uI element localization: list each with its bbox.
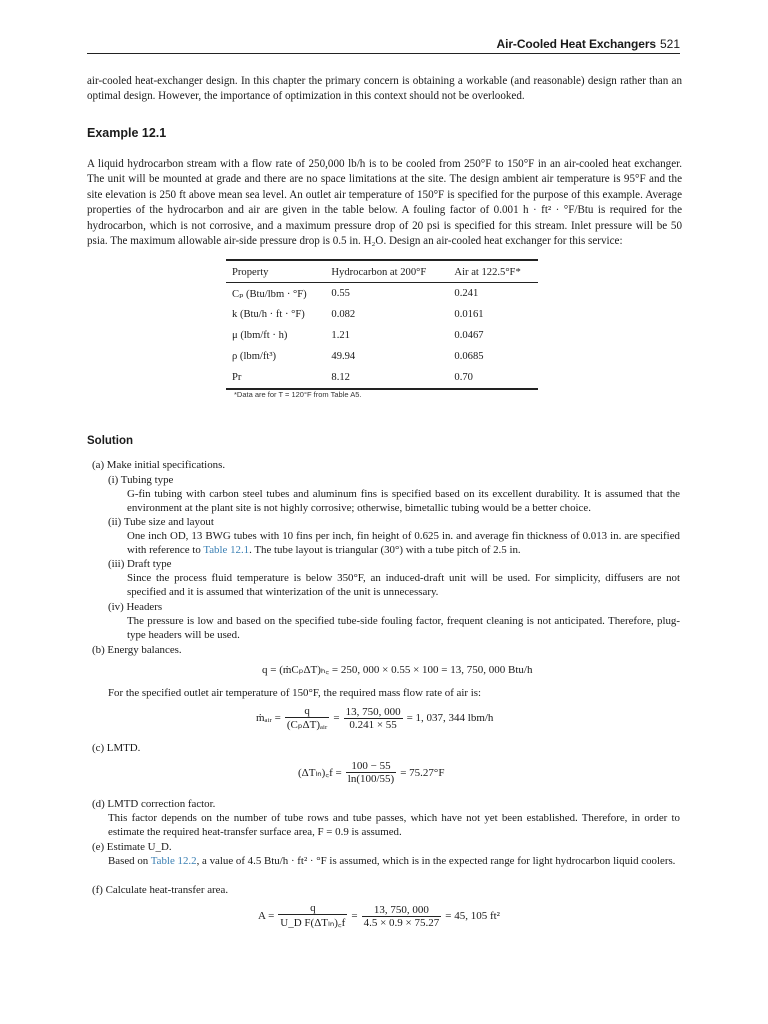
- step-a-iv: (iv) Headers: [108, 601, 163, 613]
- properties-table: [226, 259, 538, 390]
- table-row: [226, 367, 538, 389]
- intro-paragraph: air-cooled heat-exchanger design. In this chapter the primary concern is obtaining a workable (and reasonable) design rather than an optimal design. However, the importance of optimization in this context should not be overlooked.: [87, 75, 682, 103]
- step-a-ii-text-part2: . The tube layout is triangular (30°) with a tube pitch of 2.5 in.: [249, 544, 521, 556]
- mass-flow-equation: [256, 705, 493, 731]
- step-a-ii-text: [127, 529, 680, 557]
- table-cell: 0.082: [331, 309, 356, 320]
- table-cell: Cₚ (Btu/lbm · °F): [232, 288, 307, 300]
- table-header-row: [226, 260, 538, 283]
- step-e: (e) Estimate U_D.: [92, 841, 172, 853]
- table-cell: μ (lbm/ft · h): [232, 330, 288, 341]
- fraction-numerator: 13, 750, 000: [345, 705, 401, 718]
- running-title: Air-Cooled Heat Exchangers: [496, 37, 656, 51]
- table-cell: 0.0161: [454, 309, 484, 320]
- step-e-text-part2: , a value of 4.5 Btu/h · ft² · °F is assumed, which is in the expected range for light hydrocarbon liquid coolers.: [196, 855, 676, 867]
- table-footnote: *Data are for T = 120°F from Table A5.: [234, 390, 362, 399]
- mass-flow-result: = 1, 037, 344 lbm/h: [406, 712, 494, 724]
- table-12-1-link[interactable]: Table 12.1: [203, 544, 250, 556]
- step-a: (a) Make initial specifications.: [92, 459, 226, 471]
- example-title: Example 12.1: [87, 126, 167, 140]
- header-rule: [87, 53, 680, 54]
- equals-sign: =: [351, 910, 358, 922]
- table-cell: 0.70: [448, 367, 538, 389]
- fraction-denominator: ln(100/55): [347, 773, 395, 785]
- step-f: (f) Calculate heat-transfer area.: [92, 884, 229, 896]
- step-b: (b) Energy balances.: [92, 644, 182, 656]
- fraction-denominator: 0.241 × 55: [349, 718, 397, 731]
- area-lhs: A =: [258, 910, 275, 922]
- fraction-denominator: U_D F(ΔTₗₙ)꜀f: [280, 917, 346, 929]
- mass-flow-fraction-1: [285, 705, 330, 731]
- table-cell: 0.0467: [454, 330, 484, 341]
- table-cell: k (Btu/h · ft · °F): [232, 309, 305, 320]
- step-e-text: [108, 854, 680, 868]
- table-row: [226, 325, 538, 346]
- table-cell: 0.241: [454, 288, 479, 299]
- area-fraction-1: [278, 902, 347, 930]
- step-a-ii: (ii) Tube size and layout: [108, 516, 214, 528]
- step-c: (c) LMTD.: [92, 742, 141, 754]
- lmtd-lhs: (ΔTₗₙ)꜀f =: [298, 767, 342, 779]
- lmtd-equation: [298, 760, 444, 785]
- fraction-numerator: q: [285, 705, 330, 718]
- mass-flow-lhs: ṁₐᵢᵣ =: [256, 712, 281, 724]
- table-cell: 49.94: [331, 351, 356, 362]
- step-e-text-part1: Based on: [108, 855, 149, 867]
- lmtd-fraction: [346, 760, 396, 785]
- step-a-iii-text: Since the process fluid temperature is below 350°F, an induced-draft unit will be used. For simplicity, diffusers are not specified and it is assumed that winterization of the unit is unnecessary.: [127, 572, 680, 598]
- step-d-text: This factor depends on the number of tube rows and tube passes, which have not yet been established. Therefore, in order to estimate the required heat-transfer surface area, F = 0.9 is assumed.: [108, 812, 680, 838]
- table-cell: ρ (lbm/ft³): [232, 351, 277, 362]
- lmtd-result: = 75.27°F: [400, 766, 445, 779]
- step-a-iv-text: The pressure is low and based on the specified tube-side fouling factor, frequent cleaning is not anticipated. Therefore, plug-type headers will be used.: [127, 615, 680, 641]
- table-row: [226, 346, 538, 367]
- table-header: Hydrocarbon at 200°F: [325, 260, 448, 283]
- fraction-numerator: 13, 750, 000: [362, 904, 442, 917]
- table-cell: 8.12: [325, 367, 448, 389]
- area-fraction-2: [362, 904, 442, 929]
- fraction-denominator: (CₚΔT)ₐᵢᵣ: [286, 719, 328, 731]
- step-b-text: For the specified outlet air temperature of 150°F, the required mass flow rate of air is:: [108, 687, 482, 699]
- step-a-i: (i) Tubing type: [108, 474, 174, 486]
- fraction-numerator: 100 − 55: [346, 760, 396, 773]
- example-statement: A liquid hydrocarbon stream with a flow rate of 250,000 lb/h is to be cooled from 250°F to 150°F in an air-cooled heat exchanger. The unit will be mounted at grade and there are no space limitations at the site. The design ambient air temperature is 95°F and the site elevation is 250 ft above mean sea level. An outlet air temperature of 150°F is specified for the purpose of this example. Average properties of the hydrocarbon and air are given in the table below. A fouling factor of 0.001 h · ft² · °F/Btu is required for the hydrocarbon, which is not corrosive, and a maximum pressure drop of 20 psi is specified for this stream. Inlet pressure will be 50 psia. The maximum allowable air-side pressure drop is 0.5 in. H₂O. Design an air-cooled heat exchanger for this service:: [87, 158, 682, 248]
- fraction-numerator: q: [278, 902, 347, 915]
- equals-sign: =: [333, 712, 340, 724]
- step-a-i-text: G-fin tubing with carbon steel tubes and aluminum fins is specified based on its excellent durability. It is assumed that the environment at the plant site is not highly corrosive; otherwise, bimetallic tubing would be a better choice.: [127, 488, 680, 514]
- area-result: = 45, 105 ft²: [445, 910, 500, 922]
- page-number: 521: [659, 37, 680, 51]
- area-equation: [258, 902, 500, 930]
- table-cell: 1.21: [331, 330, 350, 341]
- table-cell: 0.55: [331, 288, 350, 299]
- fraction-denominator: 4.5 × 0.9 × 75.27: [363, 916, 440, 929]
- step-a-iii: (iii) Draft type: [108, 558, 172, 570]
- step-a-ii-text-part1: One inch OD, 13 BWG tubes with 10 fins per inch, fin height of 0.625 in. and average fin thickness of 0.013 in. are specified with reference to: [127, 530, 680, 556]
- table-cell: 0.0685: [454, 351, 484, 362]
- table-12-2-link[interactable]: Table 12.2: [150, 855, 197, 867]
- table-cell: Pr: [226, 367, 325, 389]
- table-row: [226, 304, 538, 325]
- table-header: Property: [226, 260, 325, 283]
- table-row: [226, 283, 538, 305]
- energy-balance-equation: q = (ṁCₚΔT)ₕ꜀ = 250, 000 × 0.55 × 100 = 13, 750, 000 Btu/h: [262, 664, 533, 676]
- table-header: Air at 122.5°F*: [448, 260, 538, 283]
- step-d: (d) LMTD correction factor.: [92, 798, 216, 810]
- mass-flow-fraction-2: [344, 706, 403, 731]
- solution-title: Solution: [87, 435, 133, 447]
